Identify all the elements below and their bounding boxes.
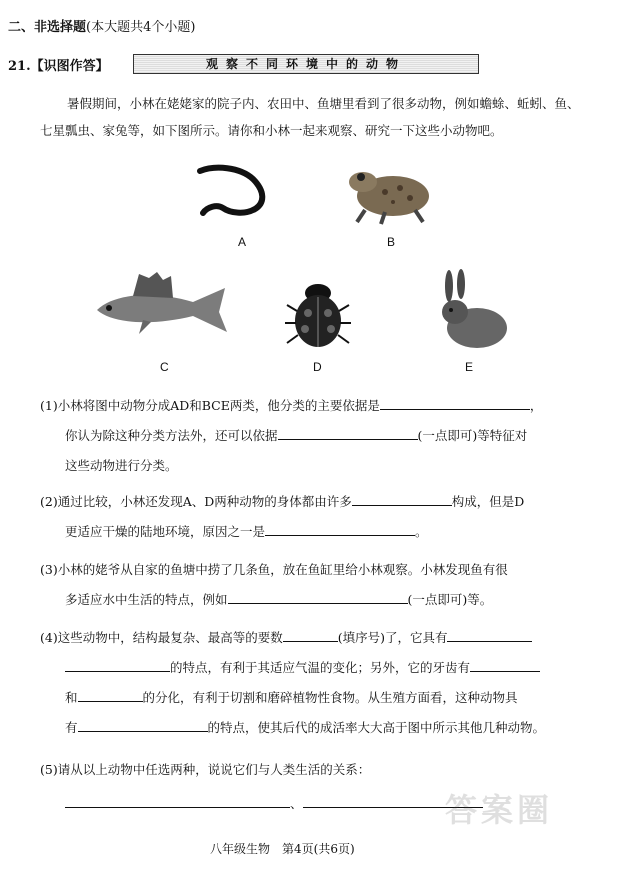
question-banner: 观察不同环境中的动物 (133, 54, 479, 74)
q1-answer-2[interactable] (278, 426, 418, 440)
q4-line4 (65, 714, 545, 741)
q3-text-c: (一点即可)等。 (407, 592, 493, 607)
q1-line1 (40, 392, 542, 419)
q2-line2 (65, 518, 428, 545)
section-note: (本大题共4个小题) (86, 20, 196, 35)
q1-text-b: ， (529, 398, 543, 413)
q4-answer-2[interactable] (447, 628, 532, 642)
q2-text-a: (2)通过比较，小林还发现A、D两种动物的身体都由许多 (40, 494, 352, 509)
rabbit-image (433, 268, 513, 350)
q4-answer-4[interactable] (78, 688, 143, 702)
question-number (8, 55, 109, 74)
q2-text-d: 。 (415, 524, 428, 539)
q4-text-d: 和 (65, 690, 78, 705)
fish-image (93, 268, 233, 340)
q4-answer-1[interactable] (283, 628, 338, 642)
q1-text-a: (1)小林将图中动物分成AD和BCE两类，他分类的主要依据是 (40, 398, 380, 413)
question-number-text: 21. (8, 59, 31, 74)
q4-text-g: 的特点，使其后代的成活率大大高于图中所示其他几种动物。 (207, 720, 546, 735)
q3-answer-1[interactable] (228, 590, 408, 604)
q5-line1: (5)请从以上动物中任选两种，说说它们与人类生活的关系： (40, 762, 371, 777)
q3-line1: (3)小林的姥爷从自家的鱼塘中捞了几条鱼，放在鱼缸里给小林观察。小林发现鱼有很 (40, 562, 508, 577)
q2-text-c: 更适应干燥的陆地环境，原因之一是 (65, 524, 266, 539)
q3-line2 (65, 586, 492, 613)
q1-text-d: (一点即可)等特征对 (417, 428, 528, 443)
q1-answer-1[interactable] (380, 396, 530, 410)
q2-answer-1[interactable] (352, 492, 452, 506)
q4-text-c: 的特点，有利于其适应气温的变化；另外，它的牙齿有 (170, 660, 471, 675)
figure-label-d: D (313, 360, 322, 374)
section-title-text: 二、非选择题 (8, 20, 87, 35)
q2-text-b: 构成，但是D (451, 494, 525, 509)
figure-label-c: C (160, 360, 169, 374)
q1-line2 (65, 422, 527, 449)
q5-line2 (65, 790, 483, 817)
q4-line3 (65, 684, 518, 711)
q4-line2 (65, 654, 540, 681)
figure-label-e: E (465, 360, 474, 374)
q2-line1 (40, 488, 524, 515)
watermark-logo: 答案圈 (445, 791, 554, 829)
toad-image (345, 162, 435, 227)
earthworm-image (195, 163, 275, 223)
q4-answer-5[interactable] (78, 718, 208, 732)
q4-answer-3[interactable] (470, 658, 540, 672)
figure-label-a: A (238, 235, 247, 249)
q5-separator: 、 (290, 796, 303, 811)
q4-text-a: (4)这些动物中，结构最复杂、最高等的要数 (40, 630, 283, 645)
q4-text-b: (填序号)了，它具有 (337, 630, 448, 645)
q4-text-e: 的分化，有利于切割和磨碎植物性食物。从生殖方面看，这种动物具 (142, 690, 518, 705)
q4-line1 (40, 624, 532, 651)
page-footer: 八年级生物 第4页(共6页) (210, 842, 355, 856)
q1-line3: 这些动物进行分类。 (65, 458, 178, 473)
q5-answer-1[interactable] (65, 794, 290, 808)
q1-text-c: 你认为除这种分类方法外，还可以依据 (65, 428, 278, 443)
q4-text-f: 有 (65, 720, 78, 735)
q3-text-b: 多适应水中生活的特点，例如 (65, 592, 228, 607)
q4-answer-2b[interactable] (65, 658, 170, 672)
figure-label-b: B (387, 235, 396, 249)
q2-answer-2[interactable] (265, 522, 415, 536)
ladybug-image (283, 275, 353, 350)
intro-paragraph: 暑假期间，小林在姥姥家的院子内、农田中、鱼塘里看到了很多动物，例如蟾蜍、蚯蚓、鱼、七星瓢虫、家兔等，如下图所示。请你和小林一起来观察、研究一下这些小动物吧。 (40, 96, 580, 138)
question-tag: 【识图作答】 (30, 59, 109, 74)
section-title (8, 16, 195, 35)
